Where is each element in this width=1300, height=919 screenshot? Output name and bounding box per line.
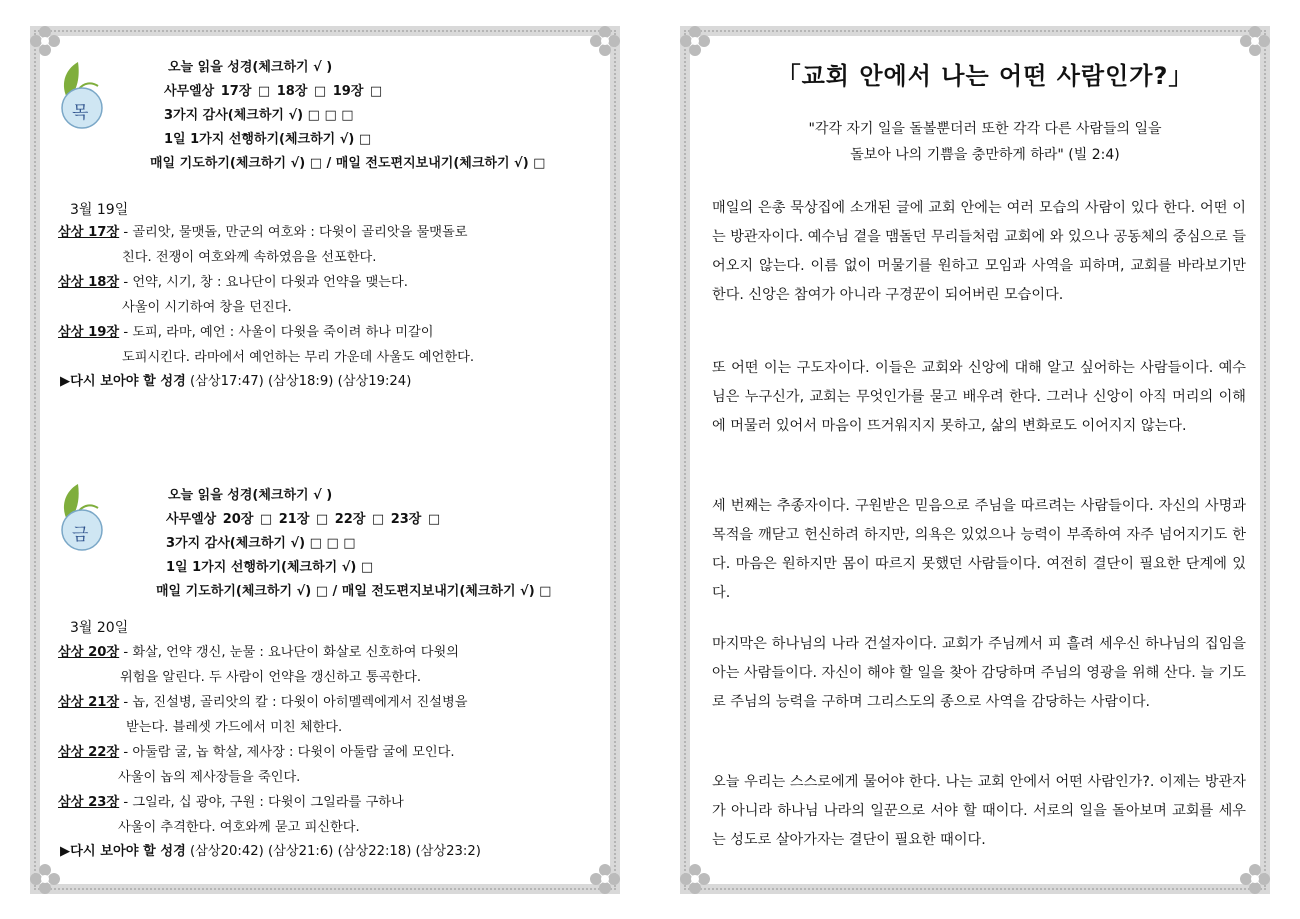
reading-date: 3월 19일 bbox=[70, 202, 129, 218]
scripture-quote-line: 돌보아 나의 기쁨을 충만하게 하라" (빌 2:4) bbox=[850, 147, 1120, 163]
day-badge-icon bbox=[58, 482, 106, 552]
chapter-ref: 삼상 18장 bbox=[58, 275, 120, 290]
entry-line bbox=[58, 794, 404, 812]
corner-flower-icon bbox=[1238, 862, 1272, 896]
body-paragraph: 세 번째는 추종자이다. 구원받은 믿음으로 주님을 따르려는 사람들이다. 자신의 사명과 목적을 깨닫고 헌신하려 하지만, 의욕은 있었으나 능력이 부족하여 자주 넘어지기도 한다. 마음은 원하지만 몸이 따르지 못했던 사람들이다. 여전히 결단이 필요한 단계에 있다. bbox=[712, 498, 1246, 601]
chapter-ref: 삼상 19장 bbox=[58, 325, 120, 340]
check-line: 오늘 읽을 성경(체크하기 √ ) bbox=[168, 488, 333, 503]
corner-flower-icon bbox=[28, 862, 62, 896]
entry-line bbox=[58, 694, 467, 712]
entry-line bbox=[58, 644, 459, 662]
check-line: 매일 기도하기(체크하기 √) □ / 매일 전도편지보내기(체크하기 √) □ bbox=[150, 156, 546, 171]
entry-line bbox=[58, 324, 433, 342]
entry-line bbox=[58, 274, 408, 292]
chapter-ref: 삼상 17장 bbox=[58, 225, 120, 240]
entry-cont: 받는다. 블레셋 가드에서 미친 체한다. bbox=[126, 720, 343, 735]
entry-text: - 아둘람 굴, 놉 학살, 제사장 : 다윗이 아둘람 굴에 모인다. bbox=[119, 745, 455, 760]
right-page-panel bbox=[680, 26, 1270, 894]
review-line bbox=[60, 843, 481, 861]
entry-text: - 놉, 진설병, 골리앗의 칼 : 다윗이 아히멜렉에게서 진설병을 bbox=[119, 695, 468, 710]
review-refs: (삼상17:47) (삼상18:9) (삼상19:24) bbox=[190, 374, 412, 389]
review-label: ▶다시 보아야 할 성경 bbox=[60, 374, 186, 389]
review-line bbox=[60, 373, 411, 391]
reading-date: 3월 20일 bbox=[70, 620, 129, 636]
chapter-ref: 삼상 23장 bbox=[58, 795, 120, 810]
body-paragraph: 또 어떤 이는 구도자이다. 이들은 교회와 신앙에 대해 알고 싶어하는 사람들이다. 예수님은 누구신가, 교회는 무엇인가를 묻고 배우려 한다. 그러나 신앙이 아직 머리의 이해에 머물러 있어서 마음이 뜨거워지지 못하고, 삶의 변화로도 이어지지 않는다. bbox=[712, 360, 1246, 434]
day-badge-icon bbox=[58, 60, 106, 130]
check-line: 매일 기도하기(체크하기 √) □ / 매일 전도편지보내기(체크하기 √) □ bbox=[156, 584, 552, 599]
body-paragraph: 오늘 우리는 스스로에게 물어야 한다. 나는 교회 안에서 어떤 사람인가?. 이제는 방관자가 아니라 하나님 나라의 일꾼으로 서야 할 때이다. 서로의 일을 돌아보며 교회를 세우는 성도로 살아가자는 결단이 필요한 때이다. bbox=[712, 774, 1246, 848]
corner-flower-icon bbox=[588, 24, 622, 58]
entry-cont: 사울이 추격한다. 여호와께 묻고 피신한다. bbox=[118, 820, 360, 835]
left-page-panel bbox=[30, 26, 620, 894]
entry-line bbox=[58, 744, 455, 762]
chapter-ref: 삼상 22장 bbox=[58, 745, 120, 760]
corner-flower-icon bbox=[28, 24, 62, 58]
page-title: 「교회 안에서 나는 어떤 사람인가?」 bbox=[776, 62, 1194, 90]
corner-flower-icon bbox=[1238, 24, 1272, 58]
entry-cont: 사울이 놉의 제사장들을 죽인다. bbox=[118, 770, 301, 785]
check-line: 3가지 감사(체크하기 √) □ □ □ bbox=[164, 108, 354, 123]
entry-text: - 도피, 라마, 예언 : 사울이 다윗을 죽이려 하나 미갈이 bbox=[119, 325, 434, 340]
entry-text: - 언약, 시기, 창 : 요나단이 다윗과 언약을 맺는다. bbox=[119, 275, 408, 290]
body-paragraph: 매일의 은총 묵상집에 소개된 글에 교회 안에는 여러 모습의 사람이 있다 한다. 어떤 이는 방관자이다. 예수님 곁을 맴돌던 무리들처럼 교회에 와 있으나 공동체의 중심으로 들어오지 않는다. 이름 없이 머물기를 원하고 모임과 사역을 피하며, 교회를 바라보기만 한다. 신앙은 참여가 아니라 구경꾼이 되어버린 모습이다. bbox=[712, 200, 1246, 303]
entry-cont: 위험을 알린다. 두 사람이 언약을 갱신하고 통곡한다. bbox=[120, 670, 422, 685]
entry-line bbox=[58, 224, 467, 242]
review-label: ▶다시 보아야 할 성경 bbox=[60, 844, 186, 859]
entry-text: - 그일라, 십 광야, 구원 : 다윗이 그일라를 구하나 bbox=[119, 795, 404, 810]
entry-text: - 화살, 언약 갱신, 눈물 : 요나단이 화살로 신호하여 다윗의 bbox=[119, 645, 459, 660]
day-badge-label: 금 bbox=[72, 525, 89, 545]
entry-text: - 골리앗, 물맷돌, 만군의 여호와 : 다윗이 골리앗을 물맷돌로 bbox=[119, 225, 468, 240]
check-line: 사무엘상 17장 □ 18장 □ 19장 □ bbox=[164, 84, 383, 99]
chapter-ref: 삼상 21장 bbox=[58, 695, 120, 710]
check-line: 오늘 읽을 성경(체크하기 √ ) bbox=[168, 60, 333, 75]
corner-flower-icon bbox=[678, 862, 712, 896]
chapter-ref: 삼상 20장 bbox=[58, 645, 120, 660]
review-refs: (삼상20:42) (삼상21:6) (삼상22:18) (삼상23:2) bbox=[190, 844, 481, 859]
check-line: 사무엘상 20장 □ 21장 □ 22장 □ 23장 □ bbox=[166, 512, 441, 527]
check-line: 1일 1가지 선행하기(체크하기 √) □ bbox=[166, 560, 374, 575]
day-badge-label: 목 bbox=[72, 103, 89, 123]
body-paragraph: 마지막은 하나님의 나라 건설자이다. 교회가 주님께서 피 흘려 세우신 하나님의 집임을 아는 사람들이다. 자신이 해야 할 일을 찾아 감당하며 주님의 영광을 위해 산다. 늘 기도로 주님의 능력을 구하며 그리스도의 종으로 사역을 감당하는 사람이다. bbox=[712, 636, 1246, 710]
entry-cont: 사울이 시기하여 창을 던진다. bbox=[122, 300, 292, 315]
entry-cont: 친다. 전쟁이 여호와께 속하였음을 선포한다. bbox=[122, 250, 377, 265]
corner-flower-icon bbox=[588, 862, 622, 896]
scripture-quote-line: "각각 자기 일을 돌볼뿐더러 또한 각각 다른 사람들의 일을 bbox=[808, 121, 1162, 137]
corner-flower-icon bbox=[678, 24, 712, 58]
check-line: 3가지 감사(체크하기 √) □ □ □ bbox=[166, 536, 356, 551]
check-line: 1일 1가지 선행하기(체크하기 √) □ bbox=[164, 132, 372, 147]
entry-cont: 도피시킨다. 라마에서 예언하는 무리 가운데 사울도 예언한다. bbox=[122, 350, 475, 365]
